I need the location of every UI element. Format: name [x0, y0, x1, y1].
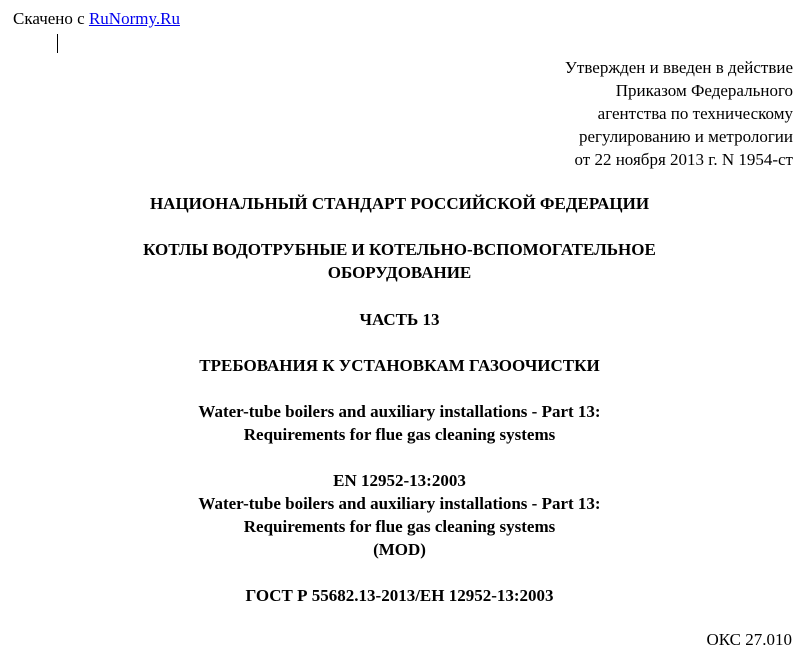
en-reference-title-line: Requirements for flue gas cleaning systems [243, 517, 556, 536]
document-title [0, 238, 799, 284]
okc-code: ОКС 27.010 [706, 630, 792, 649]
english-title-line: Water-tube boilers and auxiliary installations - Part 13: [198, 402, 601, 421]
part-heading: ЧАСТЬ 13 [359, 310, 440, 329]
national-standard-heading: НАЦИОНАЛЬНЫЙ СТАНДАРТ РОССИЙСКОЙ ФЕДЕРАЦИИ [149, 194, 650, 213]
approval-line: регулированию и метрологии [578, 127, 793, 146]
download-line [13, 9, 180, 29]
gost-code: ГОСТ Р 55682.13-2013/ЕН 12952-13:2003 [245, 586, 554, 605]
subtitle-heading: ТРЕБОВАНИЯ К УСТАНОВКАМ ГАЗООЧИСТКИ [199, 356, 600, 375]
en-reference-modifier: (MOD) [373, 540, 426, 559]
english-title-line: Requirements for flue gas cleaning systems [243, 425, 556, 444]
approval-line: от 22 ноября 2013 г. N 1954-ст [574, 150, 793, 169]
document-title-line: КОТЛЫ ВОДОТРУБНЫЕ И КОТЕЛЬНО-ВСПОМОГАТЕЛЬНОЕ [143, 240, 656, 259]
en-reference-code: EN 12952-13:2003 [333, 471, 466, 490]
en-reference-title-line: Water-tube boilers and auxiliary installations - Part 13: [198, 494, 601, 513]
en-reference-block [0, 469, 799, 561]
download-prefix: Скачено с [13, 9, 89, 28]
english-title [0, 400, 799, 446]
approval-block [373, 56, 793, 171]
approval-line: Утвержден и введен в действие [564, 58, 793, 77]
text-cursor [57, 34, 58, 53]
approval-line: Приказом Федерального [615, 81, 793, 100]
document-title-line: ОБОРУДОВАНИЕ [327, 263, 472, 282]
runormy-link[interactable]: RuNormy.Ru [88, 9, 180, 28]
approval-line: агентства по техническому [597, 104, 793, 123]
